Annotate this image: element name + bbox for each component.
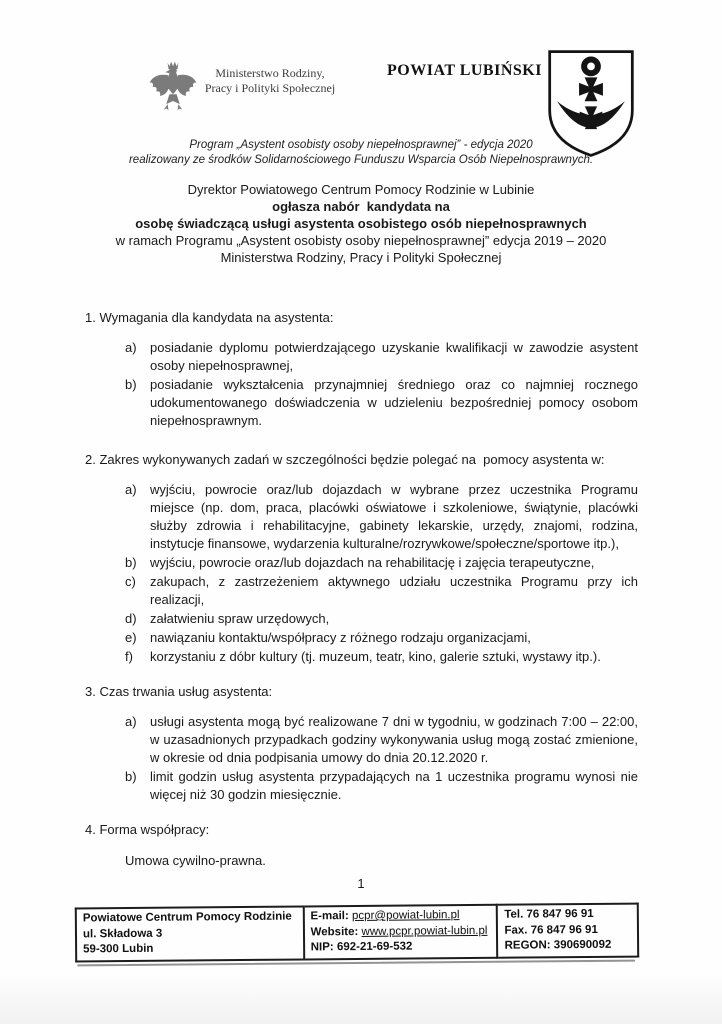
section-heading: 2. Zakres wykonywanych zadań w szczególności będzie polegać na pomocy asystenta w: — [85, 452, 605, 467]
footer — [75, 903, 639, 966]
item-text: limit godzin usług asystenta przypadających na 1 uczestnika programu wynosi nie więcej niż 30 godzin miesięcznie. — [150, 769, 638, 802]
nip-label: NIP: — [310, 941, 337, 954]
list-item — [125, 376, 638, 430]
item-label: f) — [125, 649, 133, 664]
item-text: nawiązaniu kontaktu/współpracy z różnego rodzaju organizacjami, — [150, 630, 531, 645]
footer-contact-table — [75, 903, 639, 962]
footer-address-cell — [76, 906, 304, 960]
announcement-title — [0, 181, 722, 266]
nip-row — [311, 939, 491, 956]
regon-line: REGON: 390690092 — [504, 938, 612, 952]
program-note-line1: Program „Asystent osobisty osoby niepełnosprawnej” - edycja 2020 — [189, 139, 533, 151]
program-note-line2: realizowany ze środków Solidarnościowego Funduszu Wsparcia Osób Niepełnosprawnych. — [128, 154, 594, 166]
ministry-name-line1: Ministerstwo Rodziny, — [215, 66, 325, 80]
title-line: ogłasza nabór kandydata na — [272, 199, 450, 214]
list-item — [125, 648, 638, 666]
section-note: Umowa cywilno-prawna. — [125, 853, 266, 868]
item-label: a) — [125, 482, 137, 497]
item-text: wyjściu, powrocie oraz/lub dojazdach na rehabilitację i zajęcia terapeutyczne, — [150, 555, 595, 570]
polish-eagle-icon — [146, 56, 200, 118]
org-city: 59-300 Lubin — [83, 942, 154, 956]
item-text: korzystaniu z dóbr kultury (tj. muzeum, teatr, kino, galerie sztuki, wystawy itp.). — [150, 649, 601, 664]
item-text: usługi asystenta mogą być realizowane 7 dni w tygodniu, w godzinach 7:00 – 22:00, w uzasadnionych przypadkach godziny wykonywania usług mogą zostać zmienione, w okresie od dnia podpisania umowy do dnia 20.12.2020 r. — [150, 714, 638, 765]
item-text: posiadanie dyplomu potwierdzającego uzyskanie kwalifikacji w zawodzie asystent osoby niepełnosprawnej, — [150, 340, 638, 373]
nip-value: 692-21-69-532 — [336, 940, 413, 954]
item-label: d) — [125, 611, 137, 626]
list-item — [125, 339, 638, 375]
section-cooperation-form — [85, 822, 638, 868]
county-title: POWIAT LUBIŃSKI — [387, 62, 542, 79]
item-label: b) — [125, 377, 137, 392]
item-text: posiadanie wykształcenia przynajmniej średniego oraz co najmniej rocznego udokumentowanego doświadczenia w udzieleniu bezpośredniej pomocy osobom niepełnosprawnym. — [150, 377, 638, 428]
website-value: www.pcpr.powiat-lubin.pl — [361, 924, 488, 938]
org-street: ul. Składowa 3 — [82, 927, 163, 940]
list-item — [125, 481, 638, 553]
section-scope-of-tasks — [85, 452, 638, 666]
title-line: w ramach Programu „Asystent osobisty osoby niepełnosprawnej” edycja 2019 – 2020 — [115, 233, 607, 248]
email-value: pcpr@powiat-lubin.pl — [351, 909, 460, 923]
powiat-lubinski-coat-of-arms-icon — [545, 48, 637, 160]
footer-phones-cell — [497, 904, 638, 958]
section-heading: 3. Czas trwania usług asystenta: — [85, 684, 273, 699]
item-label: c) — [125, 574, 136, 589]
footer-contact-cell — [303, 905, 497, 959]
item-label: a) — [125, 714, 137, 729]
fax-line: Fax. 76 847 96 91 — [504, 923, 598, 937]
section-service-duration — [85, 684, 638, 804]
page-number: 1 — [357, 876, 365, 891]
document-header — [0, 48, 722, 134]
section-heading: 4. Forma współpracy: — [85, 822, 210, 837]
item-label: b) — [125, 555, 137, 570]
item-text: wyjściu, powrocie oraz/lub dojazdach w wybrane przez uczestnika Programu miejsce (np. dom, praca, placówki oświatowe i szkoleniowe, świątynie, placówki służby zdrowia i rehabilitacyjne, gabinety lekarskie, urzędy, znajomi, rodzina, instytucje finansowe, wydarzenia kulturalne/rozrywkowe/społeczne/sportowe itp.), — [150, 482, 638, 551]
item-label: a) — [125, 340, 137, 355]
org-name: Powiatowe Centrum Pomocy Rodzinie — [82, 910, 292, 925]
title-line: Dyrektor Powiatowego Centrum Pomocy Rodzinie w Lubinie — [187, 182, 535, 197]
title-line: osobę świadczącą usługi asystenta osobistego osób niepełnosprawnych — [135, 216, 587, 231]
item-label: b) — [125, 769, 137, 784]
list-item — [125, 610, 638, 628]
title-line: Ministerstwa Rodziny, Pracy i Polityki Społecznej — [220, 250, 502, 265]
list-item — [125, 554, 638, 572]
item-label: e) — [125, 630, 137, 645]
list-item — [125, 713, 638, 767]
website-label: Website: — [310, 925, 362, 938]
list-item — [125, 629, 638, 647]
item-text: załatwieniu spraw urzędowych, — [150, 611, 330, 626]
section-items — [125, 481, 638, 666]
email-row — [310, 908, 490, 925]
tel-line: Tel. 76 847 96 91 — [504, 907, 594, 921]
section-heading: 1. Wymagania dla kandydata na asystenta: — [85, 310, 334, 325]
list-item — [125, 573, 638, 609]
item-text: zakupach, z zastrzeżeniem aktywnego udziału uczestnika Programu przy ich realizacji, — [150, 574, 638, 607]
ministry-name-line2: Pracy i Polityki Społecznej — [204, 81, 336, 95]
list-item — [125, 768, 638, 804]
website-row — [311, 923, 491, 940]
email-label: E-mail: — [310, 910, 353, 923]
section-items — [125, 713, 638, 804]
ministry-name — [200, 66, 340, 96]
section-requirements — [85, 310, 638, 430]
section-items — [125, 339, 638, 430]
